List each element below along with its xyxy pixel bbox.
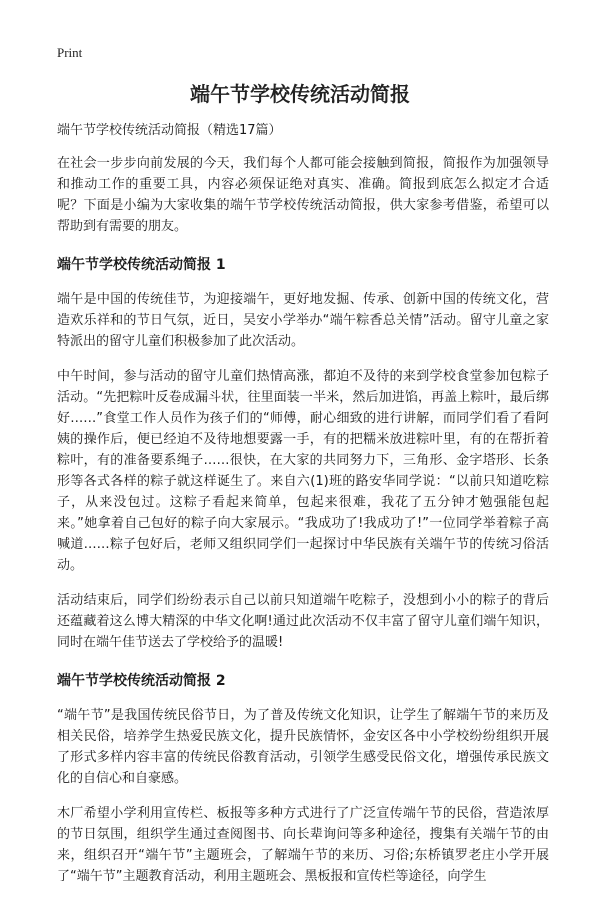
section-1-paragraph: 中午时间，参与活动的留守儿童们热情高涨，都迫不及待的来到学校食堂参加包粽子活动。“先把粽叶反卷成漏斗状，往里面装一半米，然后加进馅，再盖上粽叶，最后绑好……”食堂工作人员作为孩子们的“师傅，耐心细致的进行讲解，而同学们看了看阿姨的操作后，便已经迫不及待地想要露一手，有的把糯米放进粽叶里，有的在帮折着粽叶，有的准备要系绳子……很快，在大家的共同努力下，三角形、金字塔形、长条形等各式各样的粽子就这样诞生了。来自六(1)班的路安华同学说：“以前只知道吃粽子，从来没包过。这粽子看起来简单，包起来很难，我花了五分钟才勉强能包起来。”她拿着自己包好的粽子向大家展示。“我成功了!我成功了!”一位同学举着粽子高喊道……粽子包好后，老师又组织同学们一起探讨中华民族有关端午节的传统习俗活动。 bbox=[57, 369, 549, 573]
section-2-paragraph: “端午节”是我国传统民俗节日，为了普及传统文化知识，让学生了解端午节的来历及相关民俗，培养学生热爱民族文化，提升民族情怀，金安区各中小学校纷纷组织开展了形式多样内容丰富的传统民俗教育活动，引领学生感受民俗文化，增强传承民族文化的自信心和自豪感。 bbox=[57, 708, 549, 786]
section-2-paragraph: 木厂希望小学利用宣传栏、板报等多种方式进行了广泛宣传端午节的民俗，营造浓厚的节日氛围，组织学生通过查阅图书、向长辈询问等多种途径，搜集有关端午节的由来，组织召开“端午节”主题班会，了解端午节的来历、习俗;东桥镇罗老庄小学开展了“端午节”主题教育活动，利用主题班会、黑板报和宣传栏等途径，向学生 bbox=[57, 806, 549, 884]
document-subtitle: 端午节学校传统活动简报（精选17篇） bbox=[57, 123, 282, 138]
intro-paragraph: 在社会一步步向前发展的今天，我们每个人都可能会接触到简报，简报作为加强领导和推动工作的重要工具，内容必须保证绝对真实、准确。简报到底怎么拟定才合适呢？下面是小编为大家收集的端午节学校传统活动简报，供大家参考借鉴，希望可以帮助到有需要的朋友。 bbox=[57, 156, 549, 234]
print-link[interactable]: Print bbox=[57, 45, 83, 60]
document-title: 端午节学校传统活动简报 bbox=[190, 82, 410, 106]
document-body bbox=[57, 120, 549, 901]
section-heading-1: 端午节学校传统活动简报 1 bbox=[57, 257, 226, 273]
section-1-paragraph: 端午是中国的传统佳节，为迎接端午，更好地发掘、传承、创新中国的传统文化，营造欢乐祥和的节日气氛，近日，吴安小学举办“端午粽香总关情”活动。留守儿童之家特派出的留守儿童们积极参加了此次活动。 bbox=[57, 292, 549, 349]
section-heading-2: 端午节学校传统活动简报 2 bbox=[57, 673, 226, 689]
section-1-paragraph: 活动结束后，同学们纷纷表示自己以前只知道端午吃粽子，没想到小小的粽子的背后还蕴藏着这么博大精深的中华文化啊!通过此次活动不仅丰富了留守儿童们端午知识，同时在端午佳节送去了学校给予的温暖! bbox=[57, 593, 549, 650]
